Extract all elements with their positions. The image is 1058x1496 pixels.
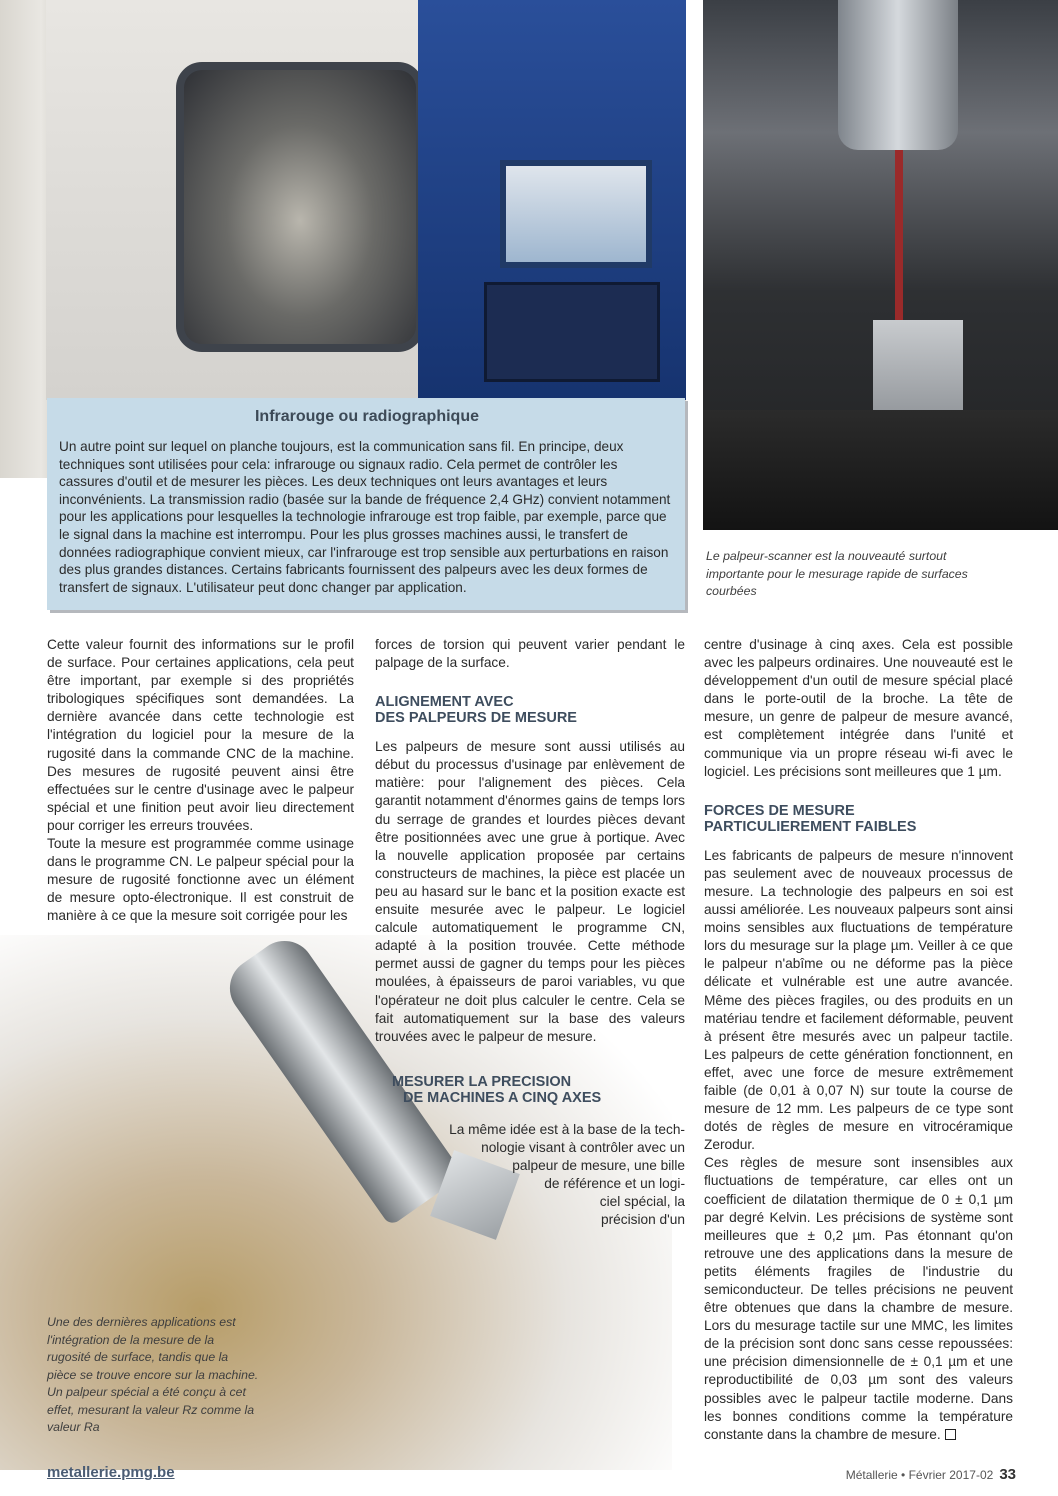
page-number: 33 [999, 1466, 1016, 1483]
col3-paragraph-1: centre d'usinage à cinq axes. Cela est possible avec les palpeurs ordinaires. Une nouveauté est le développement d'un outil de mesure spécial placé dans le porte-outil de la broche. La tête de mesure, un genre de palpeur de mesure avancé, est complètement intégrée dans l'unité et communique via un propre réseau wi-fi avec le logiciel. Les précisions sont meilleures que 1 µm. [704, 637, 1013, 779]
col1-paragraph-1: Cette valeur fournit des informations sur le profil de surface. Pour certaines applications, cela peut être important, par exemple si des propriétés tribologiques spécifiques sont demandées. La dernière avancée dans cette technologie est l'intégration du logiciel pour la mesure de la rugosité dans la commande CNC de la machine. Des mesures de rugosité peuvent ainsi être effectuées sur le centre d'usinage avec le palpeur spécial et une finition peut avoir lieu directement pour corriger les erreurs trouvées. [47, 637, 354, 833]
box-title: Infrarouge ou radiographique [254, 408, 479, 425]
col1-paragraph-2: Toute la mesure est programmée comme usinage dans le programme CN. Le palpeur spécial pour la mesure de rugosité fonctionne avec un élément de mesure opto-électronique. Il est construit de manière à ce que la mesure soit corrigée pour les [47, 836, 354, 924]
col3-paragraph-3: Ces règles de mesure sont insensibles aux fluctuations de température, car elles ont un coefficient de dilatation thermique de 0 ± 0,1 µm par degré Kelvin. Les précisions de système sont meilleures que ± 0,2 µm. Pas étonnant qu'on retrouve une des applications dans la mesure de petits éléments fragiles de l'industrie du semiconducteur. De telles précisions ne peuvent être obtenues que dans la chambre de mesure. Lors du mesurage tactile sur une MMC, les limites de la précision sont donc sans cesse repoussées: une précision dimensionnelle de ± 0,1 µm et une reproductibilité de 0,03 µm sont des valeurs possibles avec le palpeur tactile moderne. Dans les bonnes conditions comme la température constante dans la chambre de mesure. [704, 1155, 1013, 1442]
probe-scanner-photo [703, 0, 1058, 530]
column-2 [375, 636, 685, 1046]
spindle [838, 0, 958, 150]
machine-table [703, 410, 1058, 530]
col2-paragraph-3: La même idée est à la base de la tech- nologie visant à contrôler avec un palpeur de mesure, une bille de référence et un logi- ciel spécial, la précision d'un [449, 1122, 685, 1228]
col3-paragraph-2: Les fabricants de palpeurs de mesure n'innovent pas seulement avec de nouveaux processus de mesure. La technologie des palpeurs en soi est aussi améliorée. Les nouveaux palpeurs sont ainsi moins sensibles aux fluctuations de température lors du mesurage sur la plage µm. Veiller à ce que le palpeur n'abîme ou ne déforme pas la pièce délicate et vulnérable est une autre avancée. Même des pièces fragiles, ou des produits en un matériau tendre et facilement déformable, peuvent à présent être mesurés avec un palpeur tactile. Les palpeurs de cette génération fonctionnent, en effet, avec une force de mesure extrêmement faible (de 0,01 à 0,07 N) sur toute la course de mesure de 12 mm. Les palpeurs de ce type sont dotés de règles de mesure en vitrocéramique Zerodur. [704, 847, 1013, 1153]
footer-site-link[interactable]: metallerie.pmg.be [47, 1464, 175, 1481]
end-mark-icon [945, 1429, 956, 1440]
machine-window [176, 62, 424, 352]
col2-paragraph-1: forces de torsion qui peuvent varier pendant le palpage de la surface. [375, 637, 685, 671]
col2-paragraph-2: Les palpeurs de mesure sont aussi utilisés au début du processus d'usinage par enlèvement de matière: pour l'alignement des pièces. Cela garantit notamment d'énormes gains de temps lors du serrage de grandes et lourdes pièces devant être positionnées avec une grue à portique. Avec la nouvelle application proposée par certains constructeurs de machines, la pièce est placée un peu au hasard sur le banc et la position exacte est ensuite mesurée avec le palpeur. Le logiciel calcule automatiquement le programme CN, adapté à la position trouvée. Cette méthode permet aussi de gagner du temps pour les pièces moulées, à épaisseurs de paroi variables, vu que l'opérateur ne doit plus calculer le centre. Cela se fait automatiquement sur la base des valeurs trouvées avec le palpeur de mesure. [375, 739, 685, 1044]
footer-issue: Métallerie • Février 2017-02 33 [845, 1466, 1016, 1483]
heading-cinq-axes: MESURER LA PRECISION DE MACHINES A CINQ AXES [392, 1074, 602, 1106]
caption-probe-photo: Le palpeur-scanner est la nouveauté surtout importante pour le mesurage rapide de surfaces courbées [706, 549, 968, 598]
control-keypad [484, 282, 660, 382]
column-3 [704, 636, 1013, 1444]
caption-bottom-photo: Une des dernières applications est l'intégration de la mesure de la rugosité de surface, tandis que la pièce se trouve encore sur la machine. Un palpeur spécial a été conçu à cet effet, mesurant la valeur Rz comme la valeur Ra [47, 1315, 259, 1434]
box-text: Un autre point sur lequel on planche toujours, est la communication sans fil. En principe, deux techniques sont utilisées pour cela: infrarouge ou signaux radio. Cela permet de contrôler les cassures d'outil et de mesurer les pièces. Les deux techniques ont leurs avantages et leurs inconvénients. La transmission radio (basée sur la bande de fréquence 2,4 GHz) convient notamment pour les applications pour lesquelles la technologie infrarouge est trop faible, par exemple, parce que le signal dans la machine est interrompu. Pour les plus grosses machines aussi, le transfert de données radiographique convient mieux, car l'infrarouge est trop sensible aux perturbations en raison des plus grandes distances. Certains fabricants fournissent des palpeurs avec les deux formes de transfert de signaux. L'utilisateur peut donc changer par application. [59, 439, 671, 595]
heading-alignement: ALIGNEMENT AVEC DES PALPEURS DE MESURE [375, 694, 577, 727]
control-screen [500, 160, 652, 268]
probe-stylus [895, 150, 903, 330]
heading-forces: FORCES DE MESURE PARTICULIEREMENT FAIBLES [704, 802, 917, 835]
sidebar-box [47, 398, 685, 610]
column-1 [47, 636, 354, 926]
